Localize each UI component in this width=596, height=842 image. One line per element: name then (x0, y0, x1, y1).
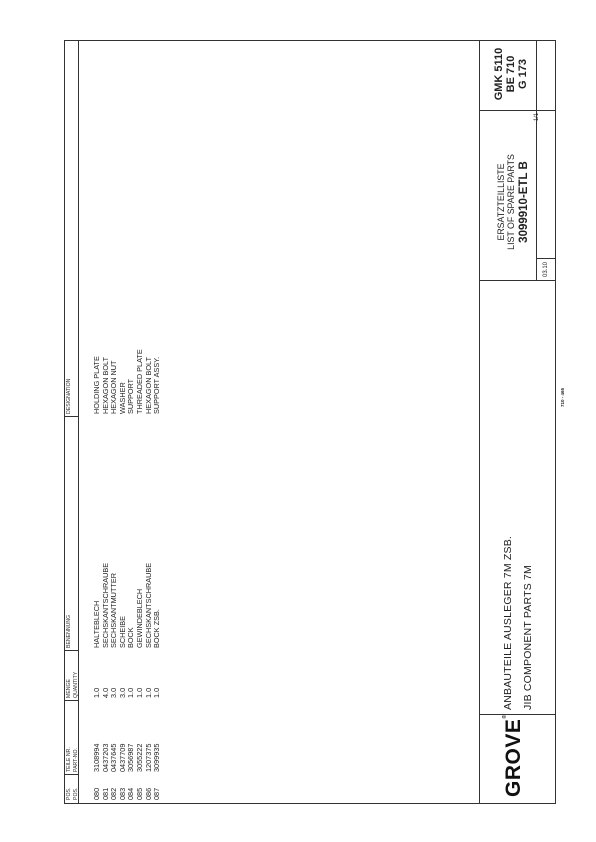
title-block-divider (480, 280, 555, 281)
header-designation: DESIGNATION (66, 378, 72, 414)
page-code: 710 - 465 (560, 387, 565, 407)
table-row-part-no: 0437645 (109, 743, 119, 772)
table-row-benennung: SECHSKANTMUTTER (109, 573, 119, 648)
table-row-pos: 085 (134, 787, 144, 800)
table-row-designation: SUPPORT ASSY. (152, 356, 162, 414)
pos-column (93, 788, 162, 800)
header-part-no-de: TEILE NR. (66, 747, 72, 772)
table-row-pos: 081 (100, 787, 110, 800)
table-row-designation: HEXAGON BOLT (143, 356, 153, 414)
header-pos (66, 788, 79, 800)
list-caption (496, 125, 516, 279)
table-row-qty: 1.0 (143, 687, 153, 698)
list-caption-de: ERSATZTEILLISTE (496, 163, 506, 241)
header-part-no-en: PART-NO. (72, 747, 79, 772)
table-row-pos: 086 (143, 787, 153, 800)
table-row-benennung: BOCK ZSB. (152, 609, 162, 648)
title-de: ANBAUTEILE AUSLEGER 7M ZSB. (502, 535, 514, 710)
table-row-qty: 3.0 (109, 687, 119, 698)
table-row-benennung: SECHSKANTSCHRAUBE (100, 562, 110, 648)
table-row-pos: 082 (109, 787, 119, 800)
table-row-designation: HEXAGON NUT (109, 360, 119, 414)
header-pos-en: POS. (72, 787, 79, 800)
header-quantity (66, 672, 79, 698)
table-row-pos: 080 (92, 787, 101, 800)
table-row-benennung: BOCK (126, 627, 136, 648)
model-line: GMK 5110 (493, 47, 505, 101)
grove-logo (502, 714, 526, 797)
table-row-part-no: 3099935 (152, 743, 162, 772)
header-quantity-de: MENGE (66, 678, 72, 698)
table-row-benennung: SECHSKANTSCHRAUBE (143, 562, 153, 648)
column-divider (65, 416, 78, 417)
table-row-qty: 1.0 (92, 687, 101, 698)
quantity-column (93, 688, 162, 698)
table-row-benennung: SCHEIBE (117, 615, 127, 648)
registered-mark: ® (502, 714, 508, 719)
table-row-part-no: 3056987 (126, 743, 136, 772)
table-row-qty: 1.0 (126, 687, 136, 698)
document-number: 3099910-ETL B (518, 161, 530, 243)
part-no-column (93, 744, 162, 772)
table-row-qty: 3.0 (117, 687, 127, 698)
table-row-benennung: HALTEBLECH (92, 600, 101, 648)
header-benennung: BENENNUNG (66, 614, 72, 648)
title-block-divider (536, 258, 555, 259)
title-block-divider (536, 41, 537, 281)
table-row-part-no: 3055222 (134, 743, 144, 772)
benennung-column (93, 563, 162, 648)
table-row-pos: 083 (117, 787, 127, 800)
table-row-pos: 087 (152, 787, 162, 800)
header-part-no (66, 747, 79, 772)
table-row-designation: THREADED PLATE (134, 349, 144, 414)
logo-text: GROVE (502, 718, 525, 797)
table-row-part-no: 3108994 (92, 743, 101, 772)
header-quantity-en: QUANTITY (72, 671, 79, 698)
table-row-qty: 4.0 (100, 687, 110, 698)
title-block-divider (480, 110, 555, 111)
document-date: 03.10 (543, 261, 549, 277)
table-row-benennung: GEWINDEBLECH (134, 588, 144, 648)
table-row-part-no: 0437709 (117, 743, 127, 772)
table-row-designation: HEXAGON BOLT (100, 356, 110, 414)
model-line: G 173 (517, 59, 529, 89)
designation-column (93, 349, 162, 414)
table-row-part-no: 1207375 (143, 743, 153, 772)
table-row-qty: 1.0 (134, 687, 144, 698)
list-caption-en: LIST OF SPARE PARTS (506, 154, 516, 250)
table-row-designation: WASHER (117, 382, 127, 414)
column-divider (65, 700, 78, 701)
table-row-designation: HOLDING PLATE (92, 356, 101, 414)
column-divider (65, 650, 78, 651)
table-row-part-no: 0437203 (100, 743, 110, 772)
table-row-designation: SUPPORT (126, 378, 136, 414)
title-en: JIB COMPONENT PARTS 7M (522, 564, 534, 710)
page-count: 1/1 (534, 112, 540, 122)
table-row-pos: 084 (126, 787, 136, 800)
model-line: BE 710 (505, 55, 517, 93)
table-row-qty: 1.0 (152, 687, 162, 698)
column-divider (65, 774, 78, 775)
title-block (479, 40, 556, 804)
header-pos-de: POS. (66, 787, 72, 800)
